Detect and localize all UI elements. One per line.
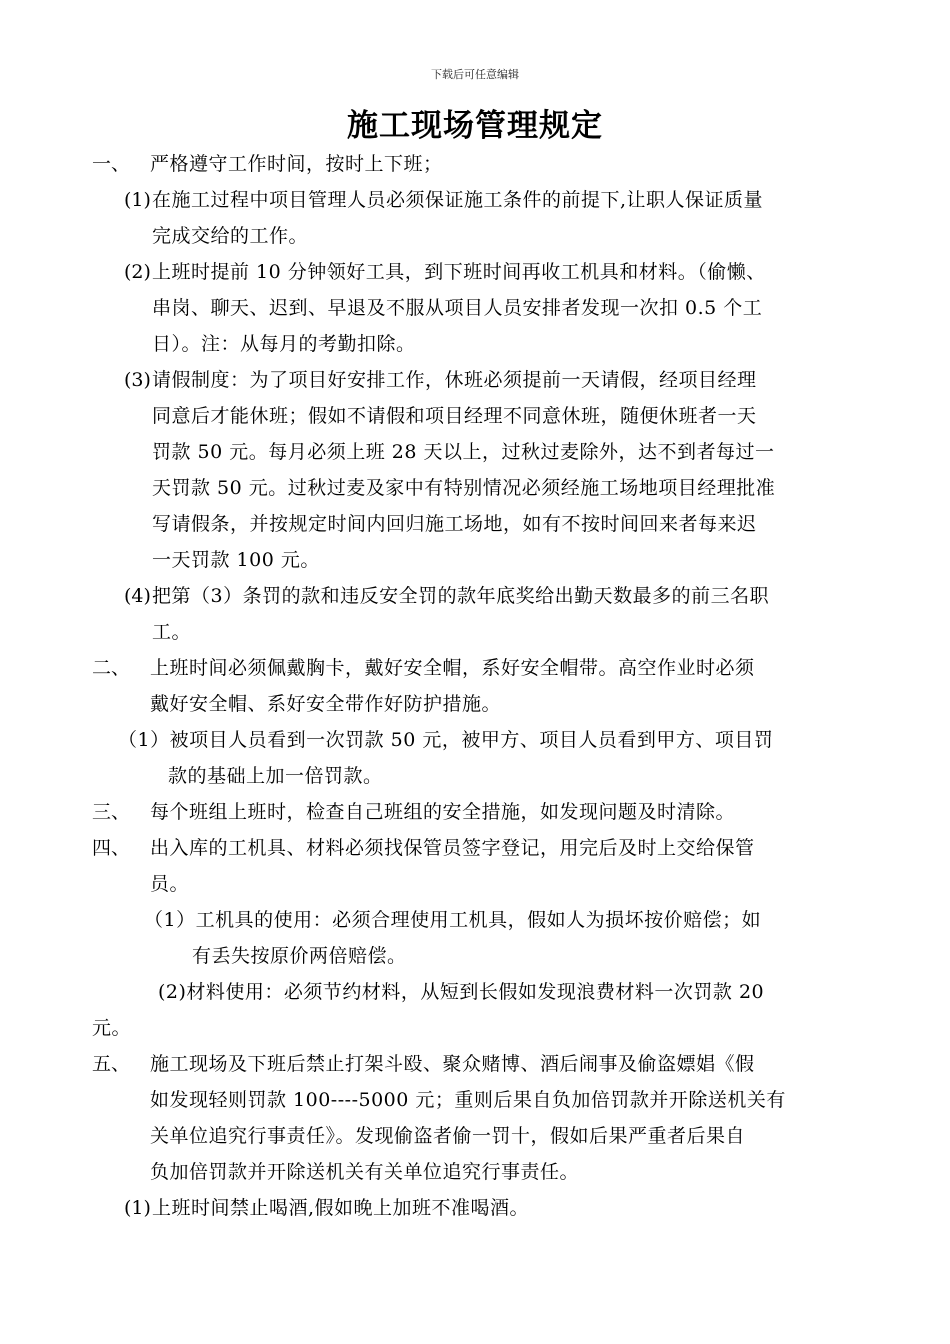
body-line: 上班时间必须佩戴胸卡，戴好安全帽，系好安全帽带。高空作业时必须: [150, 657, 755, 679]
body-line: 出入库的工机具、材料必须找保管员签字登记，用完后及时上交给保管: [150, 837, 755, 859]
item-marker: (1): [124, 1197, 151, 1219]
header-note: 下载后可任意编辑: [431, 68, 519, 81]
item-marker: (1): [124, 189, 151, 211]
section-marker-1: 一、: [92, 153, 131, 175]
section-marker-3: 三、: [92, 801, 131, 823]
body-line: 元。: [92, 1017, 132, 1039]
section-marker-2: 二、: [92, 657, 131, 679]
body-line: 款的基础上加一倍罚款。: [168, 765, 383, 787]
document-title: 施工现场管理规定: [347, 108, 603, 144]
body-line: 施工现场及下班后禁止打架斗殴、聚众赌博、酒后闹事及偷盗嫖娼《假: [150, 1053, 755, 1075]
body-line: 完成交给的工作。: [152, 225, 309, 247]
body-line: 在施工过程中项目管理人员必须保证施工条件的前提下,让职人保证质量: [152, 189, 764, 211]
body-line: （1）工机具的使用：必须合理使用工机具，假如人为损坏按价赔偿；如: [144, 909, 762, 931]
body-line: 负加倍罚款并开除送机关有关单位追究行事责任。: [150, 1161, 580, 1183]
section-marker-5: 五、: [92, 1053, 131, 1075]
body-line: 天罚款 50 元。过秋过麦及家中有特别情况必须经施工场地项目经理批准: [152, 477, 776, 499]
body-line: 关单位追究行事责任》。发现偷盗者偷一罚十，假如后果严重者后果自: [150, 1125, 746, 1147]
body-line: 请假制度：为了项目好安排工作，休班必须提前一天请假，经项目经理: [152, 369, 757, 391]
item-marker: (3): [124, 369, 151, 391]
body-line: 罚款 50 元。每月必须上班 28 天以上，过秋过麦除外，达不到者每过一: [152, 441, 775, 463]
body-line: 把第（3）条罚的款和违反安全罚的款年底奖给出勤天数最多的前三名职: [152, 585, 770, 607]
body-line: 写请假条，并按规定时间内回归施工场地，如有不按时间回来者每来迟: [152, 513, 757, 535]
body-line: 上班时间禁止喝酒,假如晚上加班不准喝酒。: [152, 1197, 530, 1219]
body-line: 每个班组上班时，检查自己班组的安全措施，如发现问题及时清除。: [150, 801, 736, 823]
body-line: 日）。注：从每月的考勤扣除。: [152, 333, 416, 355]
body-line: 严格遵守工作时间，按时上下班；: [150, 153, 443, 175]
body-line: 如发现轻则罚款 100----5000 元；重则后果自负加倍罚款并开除送机关有: [150, 1089, 786, 1111]
body-line: 串岗、聊天、迟到、早退及不服从项目人员安排者发现一次扣 0.5 个工: [152, 297, 763, 319]
body-line: （1）被项目人员看到一次罚款 50 元，被甲方、项目人员看到甲方、项目罚: [118, 729, 774, 751]
body-line: (2)材料使用：必须节约材料，从短到长假如发现浪费材料一次罚款 20: [158, 981, 765, 1003]
body-line: 一天罚款 100 元。: [152, 549, 320, 571]
body-line: 戴好安全帽、系好安全带作好防护措施。: [150, 693, 502, 715]
body-line: 工。: [152, 621, 192, 643]
item-marker: (2): [124, 261, 151, 283]
body-line: 员。: [150, 873, 190, 895]
body-line: 同意后才能休班；假如不请假和项目经理不同意休班，随便休班者一天: [152, 405, 757, 427]
body-line: 有丢失按原价两倍赔偿。: [192, 945, 407, 967]
section-marker-4: 四、: [92, 837, 131, 859]
item-marker: (4): [124, 585, 151, 607]
body-line: 上班时提前 10 分钟领好工具，到下班时间再收工机具和材料。（偷懒、: [152, 261, 766, 283]
